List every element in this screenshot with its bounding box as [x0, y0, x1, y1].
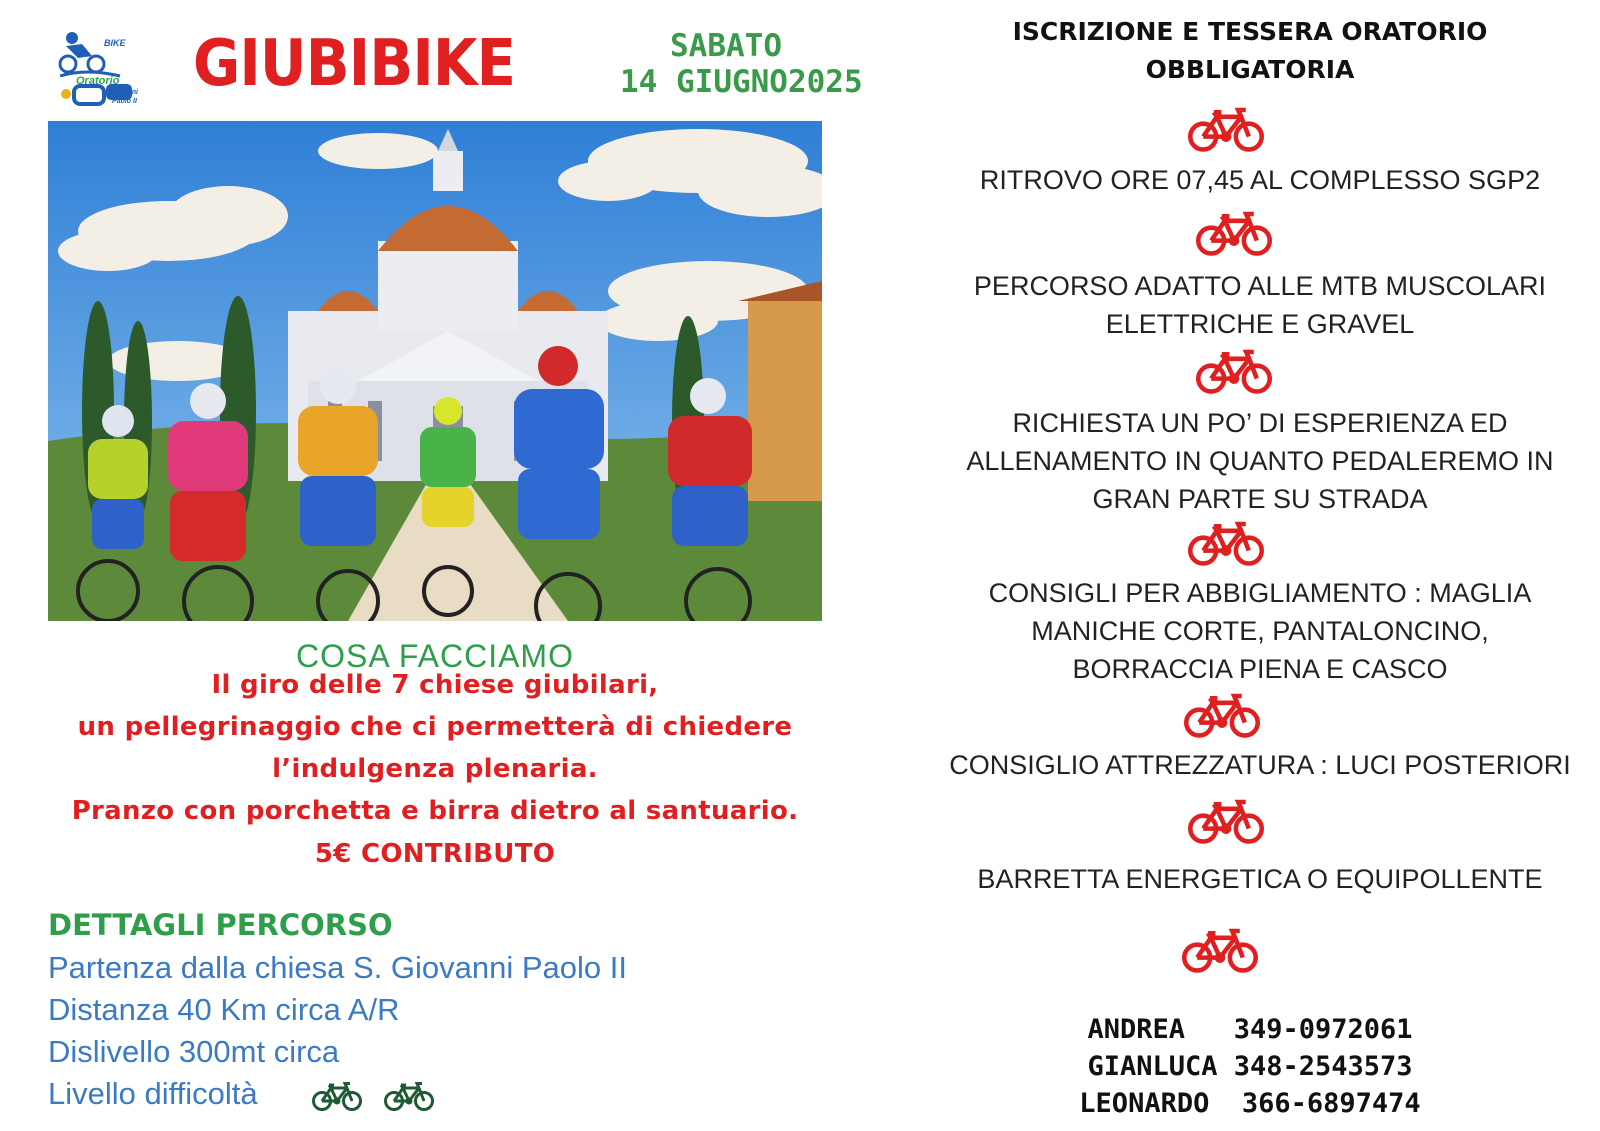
oratorio-logo [56, 24, 148, 110]
contact-gianluca [980, 1049, 1520, 1085]
contact-name: ANDREA [1087, 1014, 1218, 1045]
difficulty-bicycle-icon [384, 1081, 434, 1111]
clothing-advice-3: BORRACCIA PIENA E CASCO [1072, 654, 1448, 684]
contact-phone[interactable]: 349-0972061 [1233, 1014, 1413, 1045]
contact-phone[interactable]: 366-6897474 [1241, 1088, 1421, 1119]
equipment-advice: CONSIGLIO ATTREZZATURA : LUCI POSTERIORI [949, 750, 1571, 780]
logo-text-oratorio: Oratorio [76, 75, 120, 87]
bicycle-separator-icon [1184, 692, 1260, 738]
bicycle-separator-icon [1182, 927, 1258, 973]
event-title: GIUBIBIKE [193, 27, 516, 101]
event-date: 14 GIUGNO2025 [620, 64, 863, 100]
bicycle-separator-icon [1188, 798, 1264, 844]
logo-text-bike: BIKE [104, 38, 126, 48]
experience-note-2: ALLENAMENTO IN QUANTO PEDALEREMO IN [966, 446, 1554, 476]
registration-heading-2: OBBLIGATORIA [1145, 55, 1355, 84]
program-heading: COSA FACCIAMO [296, 638, 574, 674]
difficulty-bicycle-icon [312, 1081, 362, 1111]
route-suitability-1: PERCORSO ADATTO ALLE MTB MUSCOLARI [973, 271, 1547, 301]
experience-note-3: GRAN PARTE SU STRADA [1092, 484, 1428, 514]
clothing-advice-1: CONSIGLI PER ABBIGLIAMENTO : MAGLIA [988, 578, 1532, 608]
bicycle-separator-icon [1196, 348, 1272, 394]
bicycle-separator-icon [1188, 106, 1264, 152]
experience-note-1: RICHIESTA UN PO’ DI ESPERIENZA ED [1012, 408, 1508, 438]
program-line-2: un pellegrinaggio che ci permetterà di chiedere [77, 712, 793, 742]
contact-andrea [980, 1012, 1520, 1048]
contact-leonardo [980, 1086, 1520, 1122]
route-suitability-2: ELETTRICHE E GRAVEL [1105, 309, 1415, 339]
logo-text-giovanni: Giovanni [108, 89, 138, 96]
bicycle-separator-icon [1196, 210, 1272, 256]
program-line-3: l’indulgenza plenaria. [272, 754, 598, 784]
event-day: SABATO [670, 28, 782, 64]
registration-heading-1: ISCRIZIONE E TESSERA ORATORIO [1012, 17, 1488, 46]
contact-name: LEONARDO [1079, 1088, 1226, 1119]
program-line-4: Pranzo con porchetta e birra dietro al santuario. [71, 796, 799, 826]
contribution-fee: 5€ CONTRIBUTO [314, 839, 556, 869]
program-line-1: Il giro delle 7 chiese giubilari, [211, 670, 659, 700]
contact-phone[interactable]: 348-2543573 [1233, 1051, 1413, 1082]
route-elevation: Dislivello 300mt circa [48, 1034, 340, 1069]
route-heading: DETTAGLI PERCORSO [48, 908, 393, 942]
route-difficulty-label: Livello difficoltà [48, 1076, 258, 1111]
bicycle-separator-icon [1188, 520, 1264, 566]
contact-name: GIANLUCA [1087, 1051, 1218, 1082]
clothing-advice-2: MANICHE CORTE, PANTALONCINO, [1031, 616, 1489, 646]
route-start: Partenza dalla chiesa S. Giovanni Paolo II [48, 950, 628, 985]
route-distance: Distanza 40 Km circa A/R [48, 992, 400, 1027]
meeting-point: RITROVO ORE 07,45 AL COMPLESSO SGP2 [979, 165, 1541, 195]
logo-text-paolo: Paolo II [112, 98, 137, 105]
energy-bar-advice: BARRETTA ENERGETICA O EQUIPOLLENTE [977, 864, 1543, 894]
cyclists-church-illustration [48, 121, 822, 621]
